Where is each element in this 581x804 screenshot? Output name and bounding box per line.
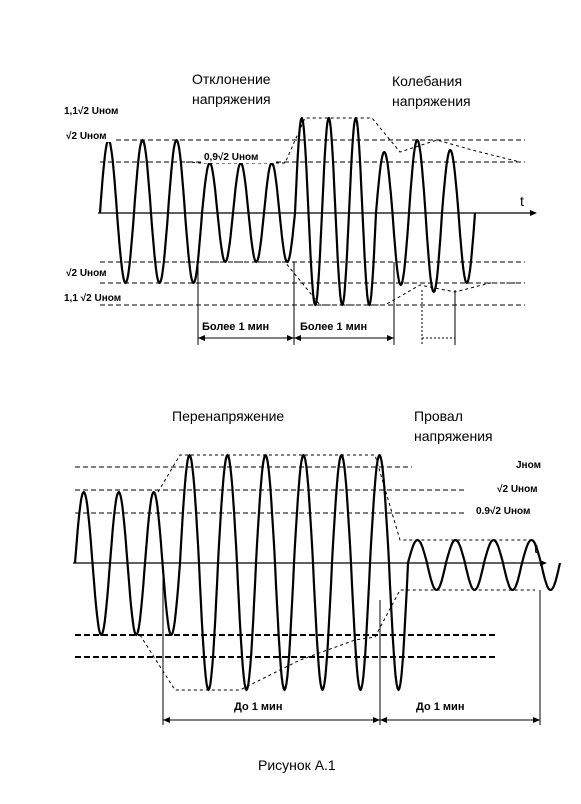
top-label-fluctuation-line2: напряжения xyxy=(392,93,471,109)
bottom-arrowhead-2 xyxy=(373,717,380,723)
bottom-ref-09: 0.9√2 Uном xyxy=(476,506,531,517)
top-panel xyxy=(62,71,537,345)
top-ref-11-upper: 1,1√2 Uном xyxy=(64,106,119,117)
top-ref-sqrt2-upper: √2 Uном xyxy=(66,131,107,142)
top-ref-09: 0,9√2 Uном xyxy=(204,152,259,163)
bottom-ref-j: Jном xyxy=(516,460,541,471)
figure-caption: Рисунок А.1 xyxy=(258,757,336,773)
bottom-arrowhead-4 xyxy=(533,717,540,723)
bottom-label-dip-line1: Провал xyxy=(414,408,463,424)
bottom-interval-label-2: До 1 мин xyxy=(416,701,465,713)
bottom-panel xyxy=(73,408,560,725)
bottom-axis-t: t xyxy=(534,540,538,556)
bottom-interval-label-1: До 1 мин xyxy=(234,701,283,713)
bottom-label-overvoltage: Перенапряжение xyxy=(172,408,285,424)
top-arrowhead-4 xyxy=(387,335,394,341)
bottom-arrowhead-1 xyxy=(163,717,170,723)
top-label-fluctuation-line1: Колебания xyxy=(392,73,463,89)
top-axis-arrow xyxy=(530,210,537,216)
top-ref-sqrt2-lower: √2 Uном xyxy=(66,268,107,279)
bottom-arrowhead-3 xyxy=(380,717,387,723)
top-arrowhead-2 xyxy=(287,335,294,341)
top-interval-label-2: Более 1 мин xyxy=(300,321,368,333)
top-arrowhead-3 xyxy=(294,335,301,341)
top-axis-t: t xyxy=(520,193,524,209)
bottom-envelope-lower xyxy=(140,590,535,690)
top-label-deviation-line2: напряжения xyxy=(192,91,271,107)
top-interval-label-1: Более 1 мин xyxy=(202,321,270,333)
top-arrowhead-1 xyxy=(198,335,205,341)
top-ref-11-lower: 1,1 √2 Uном xyxy=(64,293,122,304)
top-label-deviation-line1: Отклонение xyxy=(192,71,271,87)
bottom-ref-sqrt2: √2 Uном xyxy=(497,484,538,495)
bottom-label-dip-line2: напряжения xyxy=(414,428,493,444)
